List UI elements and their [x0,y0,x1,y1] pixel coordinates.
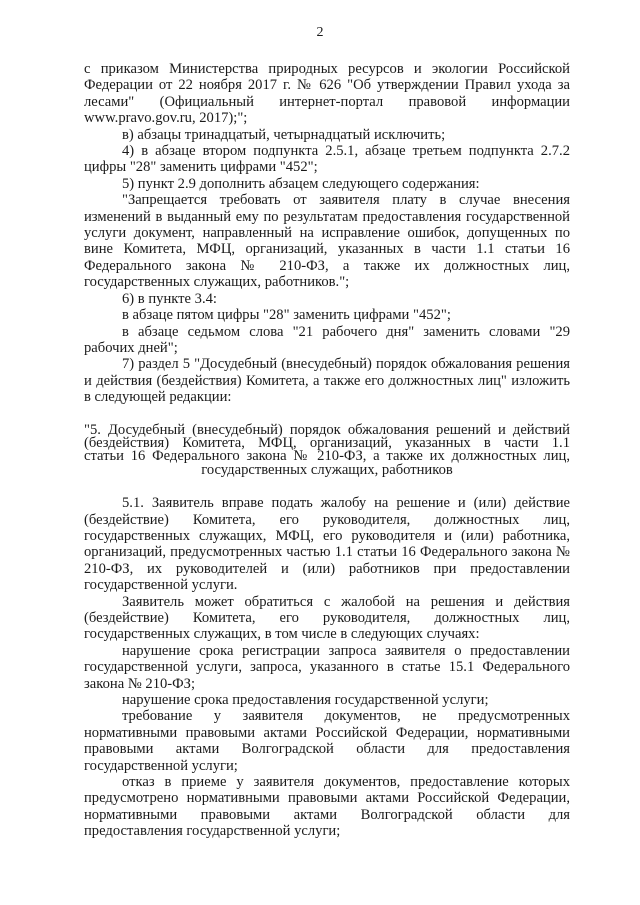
paragraph-quoted-addition: "Запрещается требовать от заявителя плату в случае внесения изменений в выданный ему по результатам предоставления государственной услуги документ, направленный на исправление ошибок, допущенных по вине Комитета, МФЦ, организаций, указанных в части 1.1 статьи 16 Федерального закона № 210-ФЗ, а также их должностных лиц, государственных служащих, работников."; [84,192,570,291]
section-heading-line-4: государственных служащих, работников [201,461,453,478]
section-paragraph-complaint-cases: Заявитель может обратиться с жалобой на решения и действия (бездействие) Комитета, его руководителя, должностных лиц, государственных служащих, в том числе в следующих случаях: [84,593,570,643]
section-paragraph-case-refusal: отказ в приеме у заявителя документов, предоставление которых предусмотрено нормативными правовыми актами Российской Федерации, нормативными правовыми актами Волгоградской области для предоставления государственной услуги; [84,774,570,840]
section-heading [84,421,570,478]
section-paragraph-5-1: 5.1. Заявитель вправе подать жалобу на решение и (или) действие (бездействие) Комитета, его руководителя, должностных лиц, государственных служащих, МФЦ, его руководителя и (или) работника, организаций, предусмотренных частью 1.1 статьи 16 Федерального закона № 210-ФЗ, их руководителей и (или) работников при предоставлении государственной услуги. [84,495,570,594]
section-heading-line-3: статьи 16 Федерального закона № 210-ФЗ, а также их должностных лиц, [84,448,570,465]
page-number: 2 [316,25,324,40]
paragraph-item-6-b: в абзаце седьмом слова "21 рабочего дня" заменить словами "29 рабочих дней"; [84,323,570,356]
paragraph-item-5: 5) пункт 2.9 дополнить абзацем следующего содержания: [122,175,480,192]
paragraph-item-6-a: в абзаце пятом цифры "28" заменить цифрами "452"; [122,307,451,324]
section-paragraph-case-deadline: нарушение срока предоставления государственной услуги; [122,692,489,709]
paragraph-item-7: 7) раздел 5 "Досудебный (внесудебный) порядок обжалования решения и действия (бездействия) Комитета, а также его должностных лиц" изложить в следующей редакции: [84,356,570,406]
paragraph-item-v: в) абзацы тринадцатый, четырнадцатый исключить; [122,126,446,143]
section-paragraph-case-registration: нарушение срока регистрации запроса заявителя о предоставлении государственной услуги, запроса, указанного в статье 15.1 Федерального закона № 210-ФЗ; [84,642,570,692]
section-heading-line-2: (бездействия) Комитета, МФЦ, организаций, указанных в части 1.1 [84,434,570,451]
paragraph-order-reference: с приказом Министерства природных ресурсов и экологии Российской Федерации от 22 ноября 2017 г. № 626 "Об утверждении Правил ухода за лесами" (Официальный интернет-портал правовой информации www.pravo.gov.ru, 2017);"; [84,61,570,127]
paragraph-item-6: 6) в пункте 3.4: [122,290,217,307]
paragraph-item-4: 4) в абзаце втором подпункта 2.5.1, абзаце третьем подпункта 2.7.2 цифры "28" заменить цифрами "452"; [84,143,570,176]
section-heading-line-1: "5. Досудебный (внесудебный) порядок обжалования решений и действий [84,421,570,438]
section-paragraph-case-documents: требование у заявителя документов, не предусмотренных нормативными правовыми актами Российской Федерации, нормативными правовыми актами Волгоградской области для предоставления государственной услуги; [84,708,570,774]
document-body [84,61,570,840]
